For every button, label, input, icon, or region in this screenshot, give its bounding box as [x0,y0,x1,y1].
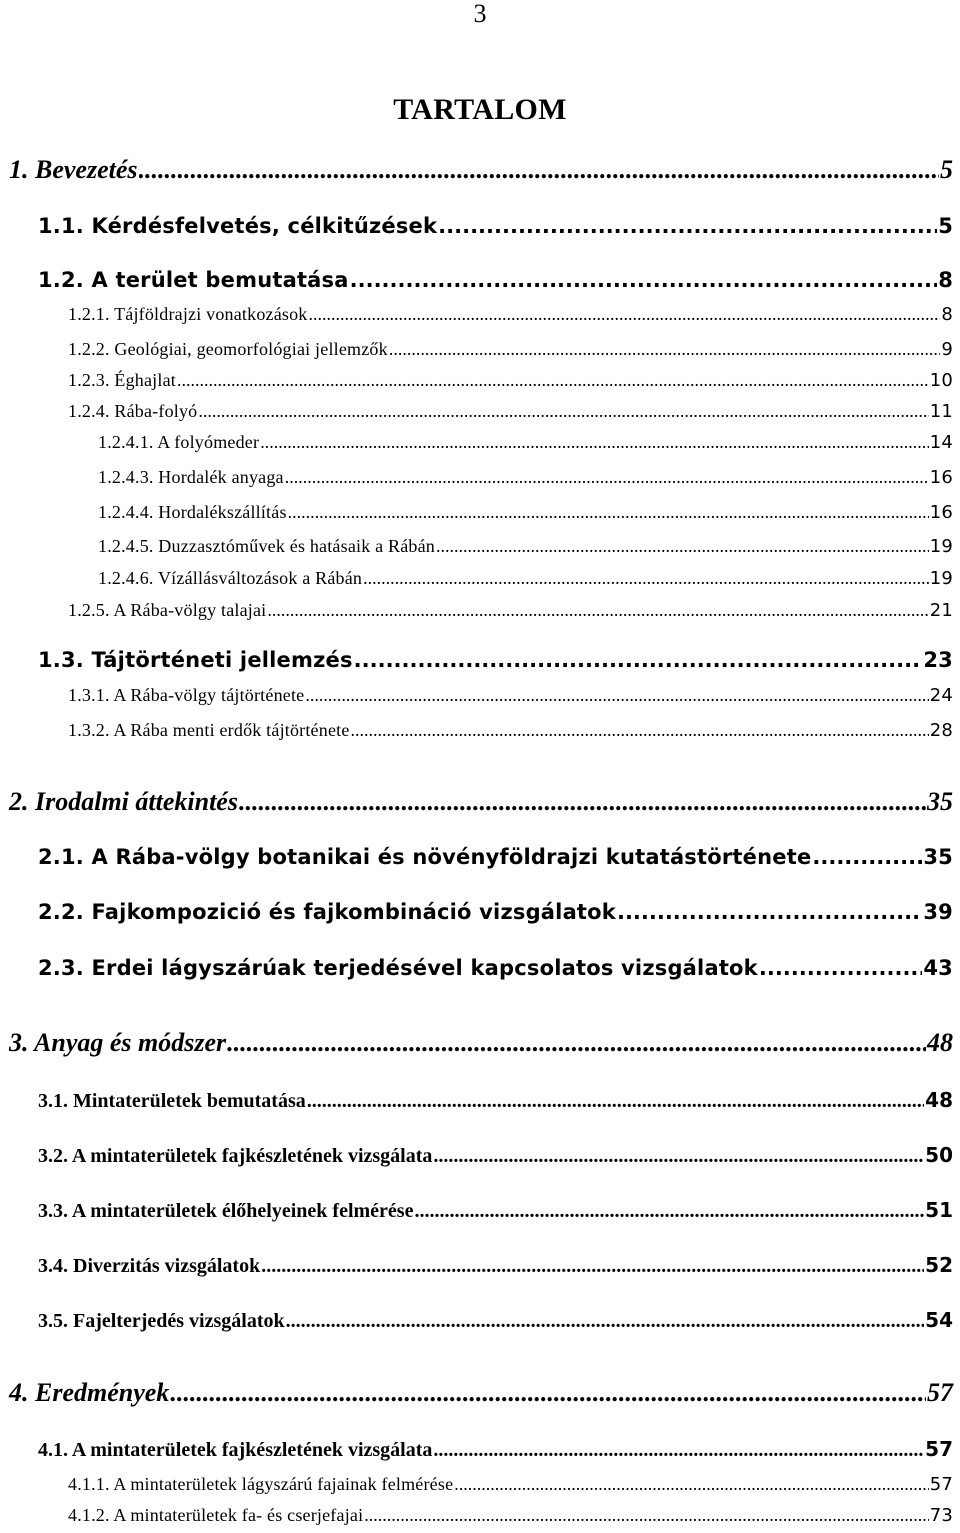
toc-leader [433,1437,924,1463]
toc-leader [364,1503,928,1527]
toc-entry-label: 4.1.2. A mintaterületek fa- és cserjefajai [68,1505,364,1525]
toc-leader [438,212,937,240]
toc-leader [436,534,929,558]
toc-entry-page: 23 [923,648,953,672]
toc-entry-page: 8 [941,304,953,325]
toc-entry-label: 3.3. A mintaterületek élőhelyeinek felmérése [38,1200,414,1222]
toc-leader [177,368,929,392]
toc-entry[interactable] [0,399,953,424]
toc-leader [454,1472,928,1496]
toc-entry[interactable] [0,598,953,623]
toc-entry-page: 57 [927,1378,953,1407]
toc-entry-page: 51 [925,1198,953,1222]
toc-entry-page: 19 [929,568,953,589]
toc-entry-page: 52 [925,1253,953,1277]
toc-entry-page: 43 [923,956,953,980]
toc-leader [267,598,928,622]
toc-leader [307,1088,924,1114]
toc-entry-page: 57 [925,1437,953,1461]
toc-leader [139,154,939,186]
toc-entry-label: 1.2.1. Tájföldrajzi vonatkozások [68,304,308,324]
toc-leader [239,786,926,818]
toc-entry[interactable] [0,212,953,240]
toc-entry-label: 1. Bevezetés [9,155,138,184]
toc-entry-label: 1.2.4. Rába-folyó [68,401,198,421]
toc-leader [389,337,941,361]
toc-entry[interactable] [0,1503,953,1528]
toc-entry[interactable] [0,154,953,186]
toc-leader [309,302,941,326]
toc-entry-page: 16 [929,467,953,488]
toc-entry-label: 2.3. Erdei lágyszárúak terjedésével kapcsolatos vizsgálatok [38,956,758,980]
toc-entry-label: 3.5. Fajelterjedés vizsgálatok [38,1310,285,1332]
toc-entry-label: 3. Anyag és módszer [9,1028,227,1057]
toc-entry-label: 4. Eredmények [9,1378,170,1407]
toc-entry[interactable] [0,1472,953,1497]
toc-entry[interactable] [0,954,953,982]
toc-entry-page: 21 [929,600,953,621]
toc-leader [812,843,922,871]
page-number: 3 [473,0,487,28]
toc-entry-label: 1.2.4.6. Vízállásváltozások a Rábán [98,568,363,588]
toc-entry-label: 1.2. A terület bemutatása [38,268,349,292]
toc-leader [198,399,928,423]
toc-leader [227,1027,926,1059]
toc-entry-label: 1.2.3. Éghajlat [68,370,176,390]
toc-entry-page: 54 [925,1308,953,1332]
toc-entry-label: 4.1.1. A mintaterületek lágyszárú fajainak felmérése [68,1474,454,1494]
toc-entry-page: 9 [941,339,953,360]
toc-leader [414,1198,924,1224]
toc-entry-label: 3.2. A mintaterületek fajkészletének vizsgálata [38,1145,433,1167]
toc-entry-label: 1.2.4.5. Duzzasztóművek és hatásaik a Rábán [98,536,435,556]
toc-entry-page: 48 [927,1028,953,1057]
toc-entry-label: 1.2.2. Geológiai, geomorfológiai jellemzők [68,339,388,359]
toc-leader [288,500,929,524]
toc-leader [617,898,922,926]
toc-entry-page: 10 [929,370,953,391]
toc-entry-label: 3.1. Mintaterületek bemutatása [38,1090,306,1112]
toc-entry[interactable] [0,302,953,327]
toc-entry-label: 1.2.5. A Rába-völgy talajai [68,600,267,620]
toc-entry[interactable] [0,566,953,591]
toc-entry[interactable] [0,1307,953,1334]
toc-entry-label: 1.1. Kérdésfelvetés, célkitűzések [38,214,438,238]
toc-entry[interactable] [0,683,953,708]
toc-entry-page: 57 [929,1474,953,1495]
toc-entry-page: 39 [923,900,953,924]
toc-entry-page: 11 [929,401,953,422]
toc-entry[interactable] [0,1377,953,1409]
toc-entry[interactable] [0,1142,953,1169]
toc-entry-label: 1.2.4.3. Hordalék anyaga [98,467,284,487]
toc-leader [260,430,929,454]
toc-entry[interactable] [0,1197,953,1224]
toc-entry[interactable] [0,1027,953,1059]
toc-entry[interactable] [0,465,953,490]
toc-leader [351,718,929,742]
toc-entry-page: 5 [940,155,953,184]
toc-entry[interactable] [0,368,953,393]
toc-leader [170,1377,926,1409]
toc-entry-label: 1.3. Tájtörténeti jellemzés [38,648,353,672]
toc-entry[interactable] [0,646,953,674]
toc-leader [433,1143,924,1169]
toc-leader [363,566,929,590]
toc-entry-page: 14 [929,432,953,453]
toc-entry-page: 48 [925,1088,953,1112]
toc-entry-page: 5 [938,214,953,238]
toc-entry[interactable] [0,534,953,559]
toc-leader [285,465,929,489]
toc-entry-page: 19 [929,536,953,557]
toc-entry-page: 8 [938,268,953,292]
toc-leader [354,646,923,674]
toc-entry-label: 2.2. Fajkompozició és fajkombináció vizsgálatok [38,900,616,924]
toc-entry-label: 1.2.4.1. A folyómeder [98,432,260,452]
toc-entry-label: 1.2.4.4. Hordalékszállítás [98,502,287,522]
toc-entry[interactable] [0,266,953,294]
toc-entry-label: 1.3.2. A Rába menti erdők tájtörténete [68,720,350,740]
toc-entry[interactable] [0,1252,953,1279]
toc-entry[interactable] [0,500,953,525]
toc-entry[interactable] [0,1436,953,1463]
toc-entry-page: 28 [929,720,953,741]
toc-entry-page: 35 [927,787,953,816]
toc-entry[interactable] [0,718,953,743]
toc-entry[interactable] [0,430,953,455]
toc-leader [305,683,928,707]
toc-entry-page: 73 [929,1505,953,1526]
toc-entry-page: 24 [929,685,953,706]
toc-entry-label: 3.4. Diverzitás vizsgálatok [38,1255,261,1277]
toc-entry-page: 35 [923,845,953,869]
toc-leader [350,266,938,294]
toc-leader [759,954,923,982]
toc-entry[interactable] [0,786,953,818]
toc-entry[interactable] [0,898,953,926]
toc-entry-page: 50 [925,1143,953,1167]
toc-leader [286,1308,925,1334]
toc-entry[interactable] [0,337,953,362]
toc-title: TARTALOM [393,93,567,126]
toc-entry[interactable] [0,1087,953,1114]
toc-entry[interactable] [0,843,953,871]
toc-entry-label: 2.1. A Rába-völgy botanikai és növényföldrajzi kutatástörténete [38,845,812,869]
toc-leader [261,1253,924,1279]
toc-entry-label: 1.3.1. A Rába-völgy tájtörténete [68,685,305,705]
toc-entry-label: 4.1. A mintaterületek fajkészletének vizsgálata [38,1439,433,1461]
toc-entry-label: 2. Irodalmi áttekintés [9,787,238,816]
toc-entry-page: 16 [929,502,953,523]
